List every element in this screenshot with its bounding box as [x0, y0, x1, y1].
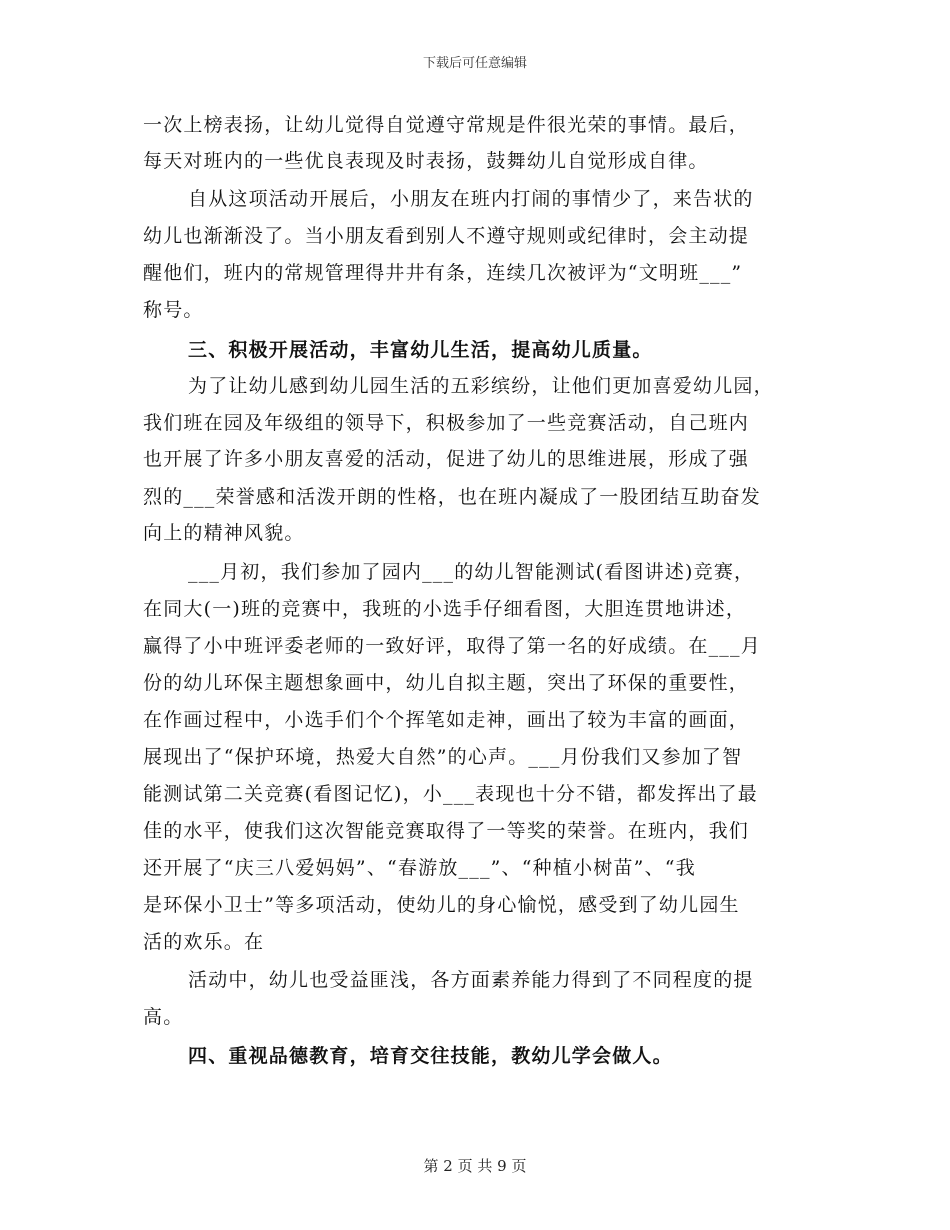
text-line: 在作画过程中，小选手们个个挥笔如走神，画出了较为丰富的画面，	[143, 709, 750, 731]
text-line: 称号。	[143, 299, 204, 321]
text-line: 醒他们，班内的常规管理得井井有条，连续几次被评为“文明班___”	[143, 262, 743, 284]
text-line: 在同大(一)班的竞赛中，我班的小选手仔细看图，大胆连贯地讲述，	[143, 598, 747, 620]
text-line: 我们班在园及年级组的领导下，积极参加了一些竞赛活动，自己班内	[143, 412, 750, 434]
text-line: 烈的___荣誉感和活泼开朗的性格，也在班内凝成了一股团结互助奋发	[143, 486, 761, 508]
page-header: 下载后可任意编辑	[422, 56, 527, 71]
text-line: 向上的精神风貌。	[143, 522, 305, 544]
text-line: 还开展了“庆三八爱妈妈”、“春游放___”、“种植小树苗”、“我	[143, 857, 696, 879]
section-heading-4: 四、重视品德教育，培育交往技能，教幼儿学会做人。	[188, 1045, 673, 1067]
text-line: 每天对班内的一些优良表现及时表扬，鼓舞幼儿自觉形成自律。	[143, 150, 709, 172]
text-line: 也开展了许多小朋友喜爱的活动，促进了幼儿的思维进展，形成了强	[143, 448, 750, 470]
text-line: 一次上榜表扬，让幼儿觉得自觉遵守常规是件很光荣的事情。最后，	[143, 114, 750, 136]
text-line: 活动中，幼儿也受益匪浅，各方面素养能力得到了不同程度的提	[188, 969, 754, 991]
text-line: 份的幼儿环保主题想象画中，幼儿自拟主题，突出了环保的重要性，	[143, 672, 750, 694]
text-line: 是环保小卫士”等多项活动，使幼儿的身心愉悦，感受到了幼儿园生	[143, 894, 740, 916]
text-line: 幼儿也渐渐没了。当小朋友看到别人不遵守规则或纪律时，会主动提	[143, 225, 750, 247]
text-line: 活的欢乐。在	[143, 931, 265, 953]
page-number: 第 2 页 共 9 页	[423, 1157, 527, 1175]
text-line: 赢得了小中班评委老师的一致好评，取得了第一名的好成绩。在___月	[143, 635, 761, 657]
text-line: 高。	[143, 1006, 184, 1028]
text-line: 为了让幼儿感到幼儿园生活的五彩缤纷，让他们更加喜爱幼儿园，	[188, 375, 774, 397]
text-line: ___月初，我们参加了园内___的幼儿智能测试(看图讲述)竞赛，	[188, 561, 755, 583]
text-line: 能测试第二关竞赛(看图记忆)，小___表现也十分不错，都发挥出了最	[143, 783, 758, 805]
text-line: 佳的水平，使我们这次智能竞赛取得了一等奖的荣誉。在班内，我们	[143, 820, 750, 842]
text-line: 展现出了“保护环境，热爱大自然”的心声。___月份我们又参加了智	[143, 746, 743, 768]
text-line: 自从这项活动开展后，小朋友在班内打闹的事情少了，来告状的	[188, 188, 754, 210]
section-heading-3: 三、积极开展活动，丰富幼儿生活，提高幼儿质量。	[188, 339, 653, 361]
